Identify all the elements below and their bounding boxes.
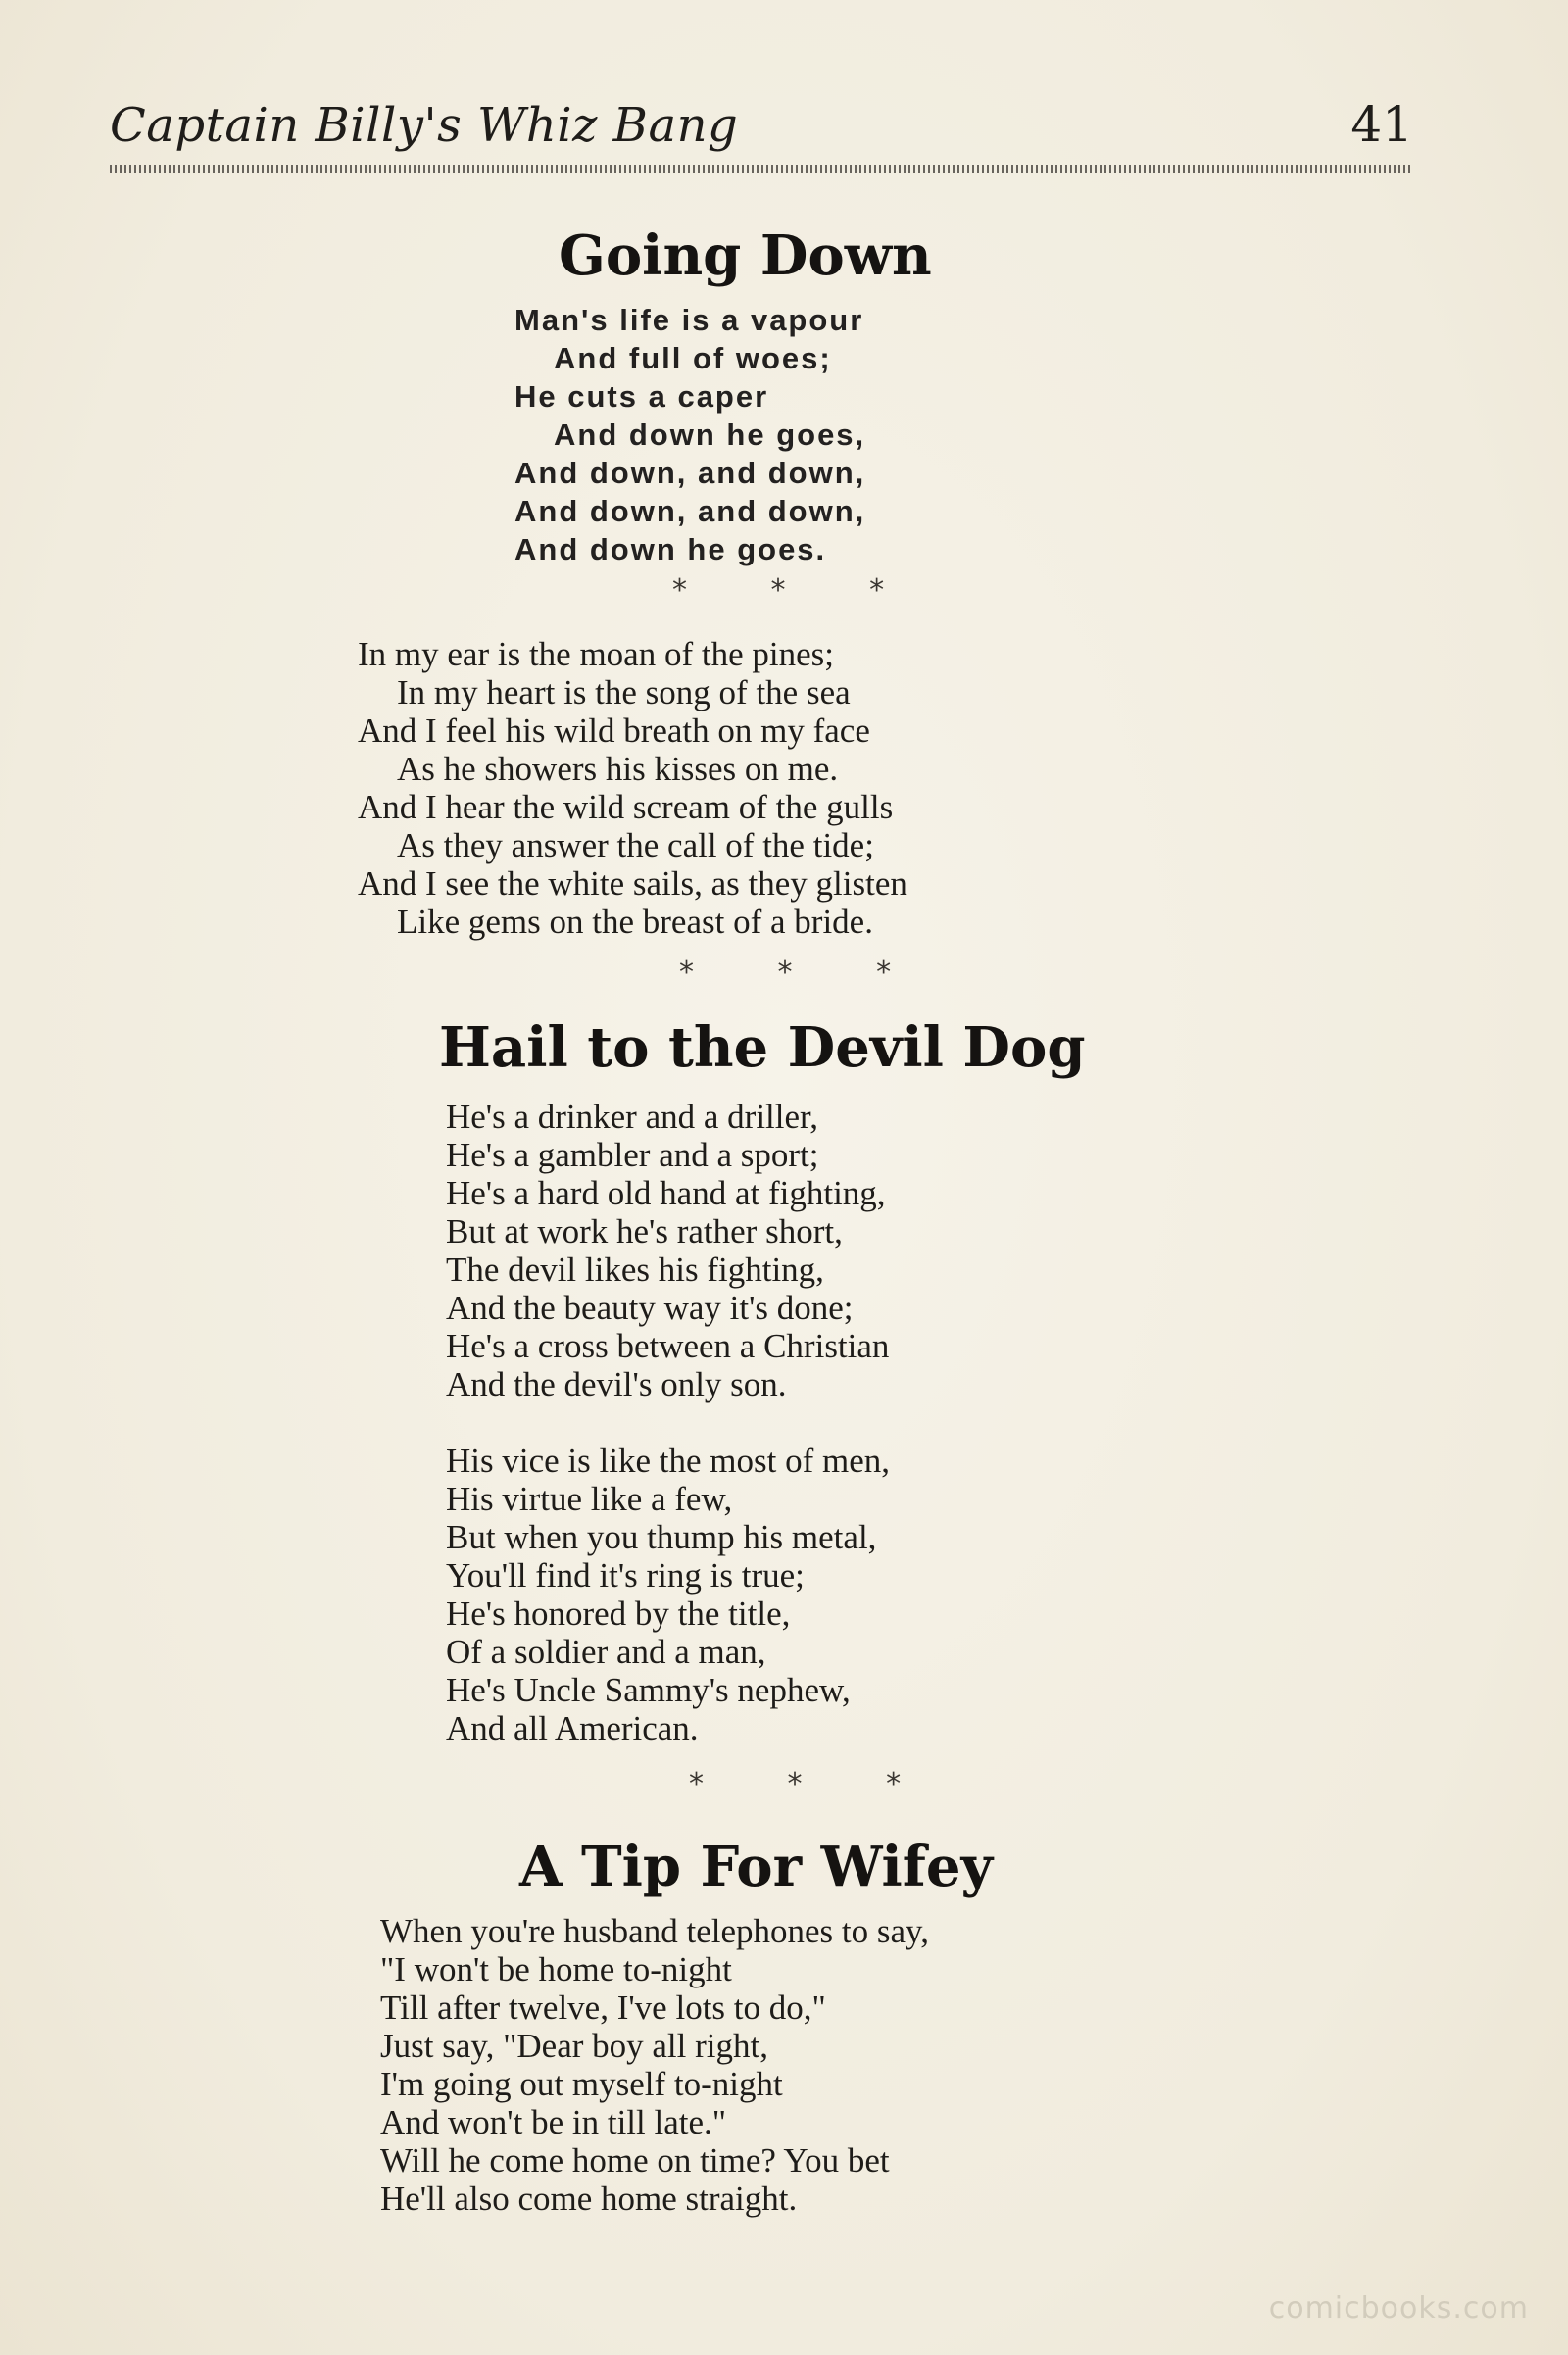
verse-line: In my heart is the song of the sea: [397, 673, 851, 711]
header-rule: [110, 165, 1413, 173]
verse-line: As they answer the call of the tide;: [397, 826, 874, 864]
verse-line: I'm going out myself to-night: [380, 2065, 783, 2103]
verse-line: And down he goes.: [514, 532, 827, 566]
poem-title-hail-to-the-devil-dog: Hail to the Devil Dog: [439, 1015, 1086, 1080]
verse-line: He's a cross between a Christian: [446, 1327, 890, 1365]
verse-line: When you're husband telephones to say,: [380, 1912, 929, 1950]
magazine-title: Captain Billy's Whiz Bang: [110, 98, 739, 153]
verse-line: "I won't be home to-night: [380, 1950, 732, 1988]
verse-line: He's a gambler and a sport;: [446, 1136, 819, 1174]
poem-title-a-tip-for-wifey: A Tip For Wifey: [519, 1835, 994, 1899]
verse-line: And down, and down,: [514, 494, 866, 528]
verse-line: You'll find it's ring is true;: [446, 1556, 805, 1595]
verse-line: He's Uncle Sammy's nephew,: [446, 1671, 851, 1709]
verse-line: The devil likes his fighting,: [446, 1251, 824, 1289]
verse-line: Just say, "Dear boy all right,: [380, 2027, 768, 2065]
section-divider: * * *: [679, 956, 929, 990]
verse-line: He cuts a caper: [514, 379, 769, 414]
verse-line: And I hear the wild scream of the gulls: [358, 788, 894, 826]
section-divider: * * *: [689, 1767, 939, 1801]
verse-line: Of a soldier and a man,: [446, 1633, 766, 1671]
verse-line: In my ear is the moan of the pines;: [358, 635, 834, 673]
poem-going-down: [514, 301, 865, 568]
verse-line: He'll also come home straight.: [380, 2180, 798, 2218]
poem-tip-for-wifey: [380, 1912, 929, 2218]
verse-line: And I see the white sails, as they glisten: [358, 864, 907, 903]
verse-line: He's a hard old hand at fighting,: [446, 1174, 886, 1212]
verse-line: Will he come home on time? You bet: [380, 2141, 890, 2180]
stanza-break: [446, 1403, 890, 1442]
verse-line: But at work he's rather short,: [446, 1212, 843, 1251]
verse-line: And all American.: [446, 1709, 699, 1747]
watermark: comicbooks.com: [1268, 2291, 1529, 2326]
verse-line: And the beauty way it's done;: [446, 1289, 854, 1327]
page-number: 41: [1350, 96, 1413, 153]
verse-line: And down he goes,: [554, 417, 866, 452]
verse-line: He's honored by the title,: [446, 1595, 791, 1633]
poem-sea: [358, 635, 907, 941]
verse-line: And down, and down,: [514, 456, 866, 490]
verse-line: But when you thump his metal,: [446, 1518, 877, 1556]
running-head: [110, 98, 1413, 167]
verse-line: And won't be in till late.": [380, 2103, 727, 2141]
verse-line: Man's life is a vapour: [514, 303, 864, 337]
verse-line: And I feel his wild breath on my face: [358, 711, 870, 750]
verse-line: His vice is like the most of men,: [446, 1442, 890, 1480]
verse-line: Like gems on the breast of a bride.: [397, 903, 873, 941]
verse-line: And full of woes;: [554, 341, 832, 375]
verse-line: His virtue like a few,: [446, 1480, 733, 1518]
verse-line: He's a drinker and a driller,: [446, 1098, 819, 1136]
poem-title-going-down: Going Down: [559, 223, 932, 288]
verse-line: And the devil's only son.: [446, 1365, 787, 1403]
verse-line: As he showers his kisses on me.: [397, 750, 839, 788]
poem-devil-dog: [446, 1098, 890, 1747]
verse-line: Till after twelve, I've lots to do,": [380, 1988, 826, 2027]
section-divider: * * *: [672, 573, 922, 608]
